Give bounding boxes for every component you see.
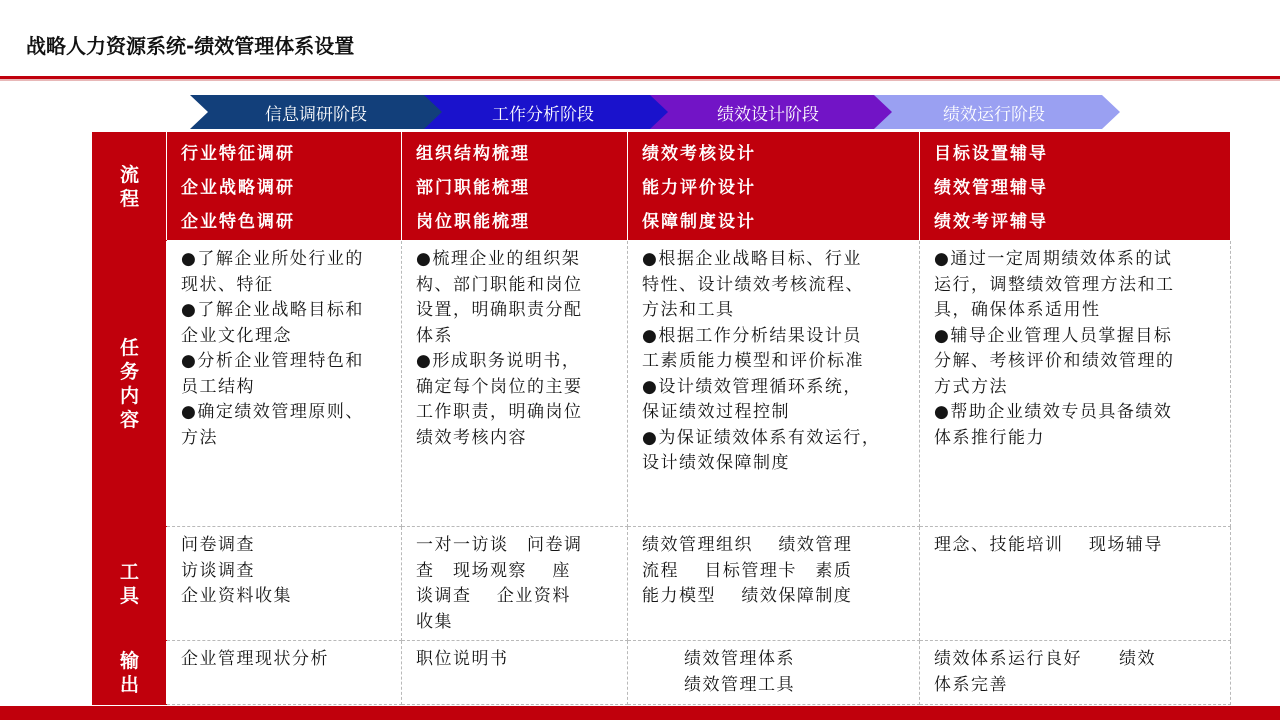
tools-row [93,527,1231,641]
cell-line: ●分析企业管理特色和 [181,351,364,371]
cell-line: ●设计绩效管理循环系统， [642,376,862,397]
cell-line: 收集 [416,611,453,632]
output-cell-2 [402,641,628,705]
output-cell-4 [920,641,1231,705]
cell-line: 组织结构梳理 [416,144,530,164]
cell-line: 绩效管理工具 [684,674,795,695]
tasks-cell-2 [402,241,628,527]
output-cell-1 [167,641,402,705]
stage-label-1: 信息调研阶段 [265,104,367,125]
cell-line: 企业资料收集 [181,586,292,606]
cell-line: 企业特色调研 [181,212,295,232]
cell-line: 绩效管理组织 绩效管理 [642,535,853,555]
cell-line: ●为保证绩效体系有效运行， [642,427,881,448]
cell-line: ●通过一定周期绩效体系的试 [934,249,1173,269]
cell-line: 体系完善 [934,674,1008,695]
cell-line: ●确定绩效管理原则、 [181,402,364,422]
cell-line: 能力模型 绩效保障制度 [642,586,853,606]
cell-line: ●帮助企业绩效专员具备绩效 [934,402,1173,422]
performance-system-table [92,132,1231,705]
cell-line: 绩效管理体系 [684,649,795,669]
cell-line: 分解、考核评价和绩效管理的 [934,351,1175,371]
cell-line: 体系推行能力 [934,427,1045,448]
cell-line: 保证绩效过程控制 [642,402,790,422]
cell-line: 谈调查 企业资料 [416,586,571,606]
process-cell-3 [628,133,920,241]
cell-line: 部门职能梳理 [416,178,530,198]
process-cell-4 [920,133,1231,241]
cell-line: 方法和工具 [642,300,735,320]
cell-line: 确定每个岗位的主要 [416,376,583,397]
cell-line: ●根据工作分析结果设计员 [642,325,862,346]
page-title: 战略人力资源系统-绩效管理体系设置 [26,34,355,58]
cell-line: 绩效考核内容 [416,427,527,448]
process-row [93,133,1231,241]
process-cell-1 [167,133,402,241]
cell-line: 运行，调整绩效管理方法和工 [934,274,1175,295]
cell-line: 流程 目标管理卡 素质 [642,560,853,581]
cell-line: 工作职责，明确岗位 [416,402,583,422]
tools-row-header: 工具 [93,527,167,641]
cell-line: 方式方法 [934,376,1008,397]
cell-line: ●了解企业所处行业的 [181,249,364,269]
process-row-header: 流程 [93,133,167,241]
cell-line: 特性、设计绩效考核流程、 [642,274,864,295]
cell-line: 一对一访谈 问卷调 [416,535,583,555]
cell-line: 设计绩效保障制度 [642,453,790,473]
cell-line: ●辅导企业管理人员掌握目标 [934,325,1173,346]
cell-line: ●形成职务说明书， [416,351,581,371]
stage-label-3: 绩效设计阶段 [717,104,819,125]
tasks-cell-4 [920,241,1231,527]
cell-line: 工素质能力模型和评价标准 [642,351,864,371]
cell-line: 方法 [181,427,218,448]
cell-line: 构、部门职能和岗位 [416,274,583,295]
cell-line: ●根据企业战略目标、行业 [642,249,862,269]
output-row-header: 输出 [93,641,167,705]
cell-line: 访谈调查 [181,560,255,581]
cell-line: 设置，明确职责分配 [416,300,583,320]
cell-line: 查 现场观察 座 [416,560,571,581]
stage-label-4: 绩效运行阶段 [943,104,1045,125]
footer-bar [0,706,1280,720]
cell-line: 职位说明书 [416,649,509,669]
cell-line: ●梳理企业的组织架 [416,249,581,269]
cell-line: 绩效考评辅导 [934,212,1048,232]
output-cell-3 [628,641,920,705]
cell-line: 岗位职能梳理 [416,212,530,232]
cell-line: 绩效考核设计 [642,144,756,164]
tasks-row-header: 任务内容 [93,241,167,527]
cell-line: 具，确保体系适用性 [934,300,1101,320]
cell-line: 企业文化理念 [181,325,292,346]
cell-line: 体系 [416,325,453,346]
tasks-cell-1 [167,241,402,527]
cell-line: 问卷调查 [181,535,255,555]
process-cell-2 [402,133,628,241]
cell-line: 员工结构 [181,376,255,397]
tools-cell-1 [167,527,402,641]
cell-line: ●了解企业战略目标和 [181,300,364,320]
cell-line: 目标设置辅导 [934,144,1048,164]
cell-line: 理念、技能培训 现场辅导 [934,535,1163,555]
cell-line: 行业特征调研 [181,144,295,164]
cell-line: 企业战略调研 [181,178,295,198]
tasks-cell-3 [628,241,920,527]
tools-cell-3 [628,527,920,641]
cell-line: 保障制度设计 [642,212,756,232]
cell-line: 能力评价设计 [642,178,756,198]
stage-arrows [0,0,1280,140]
tools-cell-2 [402,527,628,641]
tools-cell-4 [920,527,1231,641]
tasks-row [93,241,1231,527]
cell-line: 绩效管理辅导 [934,178,1048,198]
cell-line: 企业管理现状分析 [181,649,329,669]
output-row [93,641,1231,705]
cell-line: 现状、特征 [181,274,274,295]
cell-line: 绩效体系运行良好 绩效 [934,649,1156,669]
stage-label-2: 工作分析阶段 [492,104,594,125]
